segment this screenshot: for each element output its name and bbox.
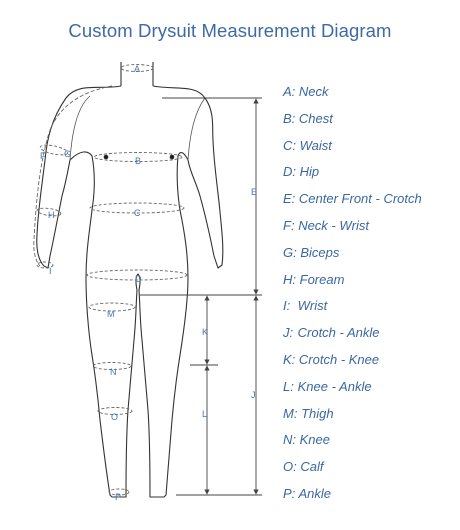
legend-item-knee-ankle: L: Knee - Ankle xyxy=(283,378,372,394)
legend-item-chest: B: Chest xyxy=(283,110,333,126)
legend-item-thigh: M: Thigh xyxy=(283,405,334,421)
label-g: G xyxy=(64,149,72,159)
legend-item-knee: N: Knee xyxy=(283,432,330,448)
label-o: O xyxy=(111,412,119,422)
label-i: I xyxy=(49,266,52,276)
legend-item-forearm: H: Foream xyxy=(283,271,345,287)
legend-item-calf: O: Calf xyxy=(283,459,324,475)
legend-item-neck-wrist: F: Neck - Wrist xyxy=(283,217,369,233)
legend-item-ankle: P: Ankle xyxy=(283,485,331,501)
label-m: M xyxy=(107,309,115,319)
legend-item-waist: C: Waist xyxy=(283,137,332,153)
label-d: D xyxy=(135,274,142,284)
label-j: J xyxy=(251,390,256,400)
label-h: H xyxy=(48,210,55,220)
legend-item-biceps: G: Biceps xyxy=(283,244,340,260)
label-e: E xyxy=(251,187,258,197)
legend-item-crotch-knee: K: Crotch - Knee xyxy=(283,351,380,367)
label-b: B xyxy=(135,156,142,166)
legend-item-neck: A: Neck xyxy=(283,84,329,99)
label-c: C xyxy=(134,208,141,218)
legend-item-crotch-ankle: J: Crotch - Ankle xyxy=(283,325,380,341)
diagram-title: Custom Drysuit Measurement Diagram xyxy=(68,20,392,41)
label-l: L xyxy=(202,409,208,419)
label-p: P xyxy=(115,492,122,502)
label-a: A xyxy=(134,64,141,74)
label-k: K xyxy=(202,327,209,337)
body-outline xyxy=(37,62,223,497)
legend-item-hip: D: Hip xyxy=(283,164,320,180)
chest-marker-right xyxy=(170,155,175,160)
legend-item-wrist: I: Wrist xyxy=(283,298,328,314)
label-n: N xyxy=(110,367,117,377)
chest-marker-left xyxy=(104,155,109,160)
legend-item-center-front-crotch: E: Center Front - Crotch xyxy=(283,191,422,207)
measurement-legend xyxy=(283,84,422,513)
label-f: F xyxy=(40,151,46,161)
measurement-loops xyxy=(34,65,187,496)
dimension-lines xyxy=(140,98,262,495)
